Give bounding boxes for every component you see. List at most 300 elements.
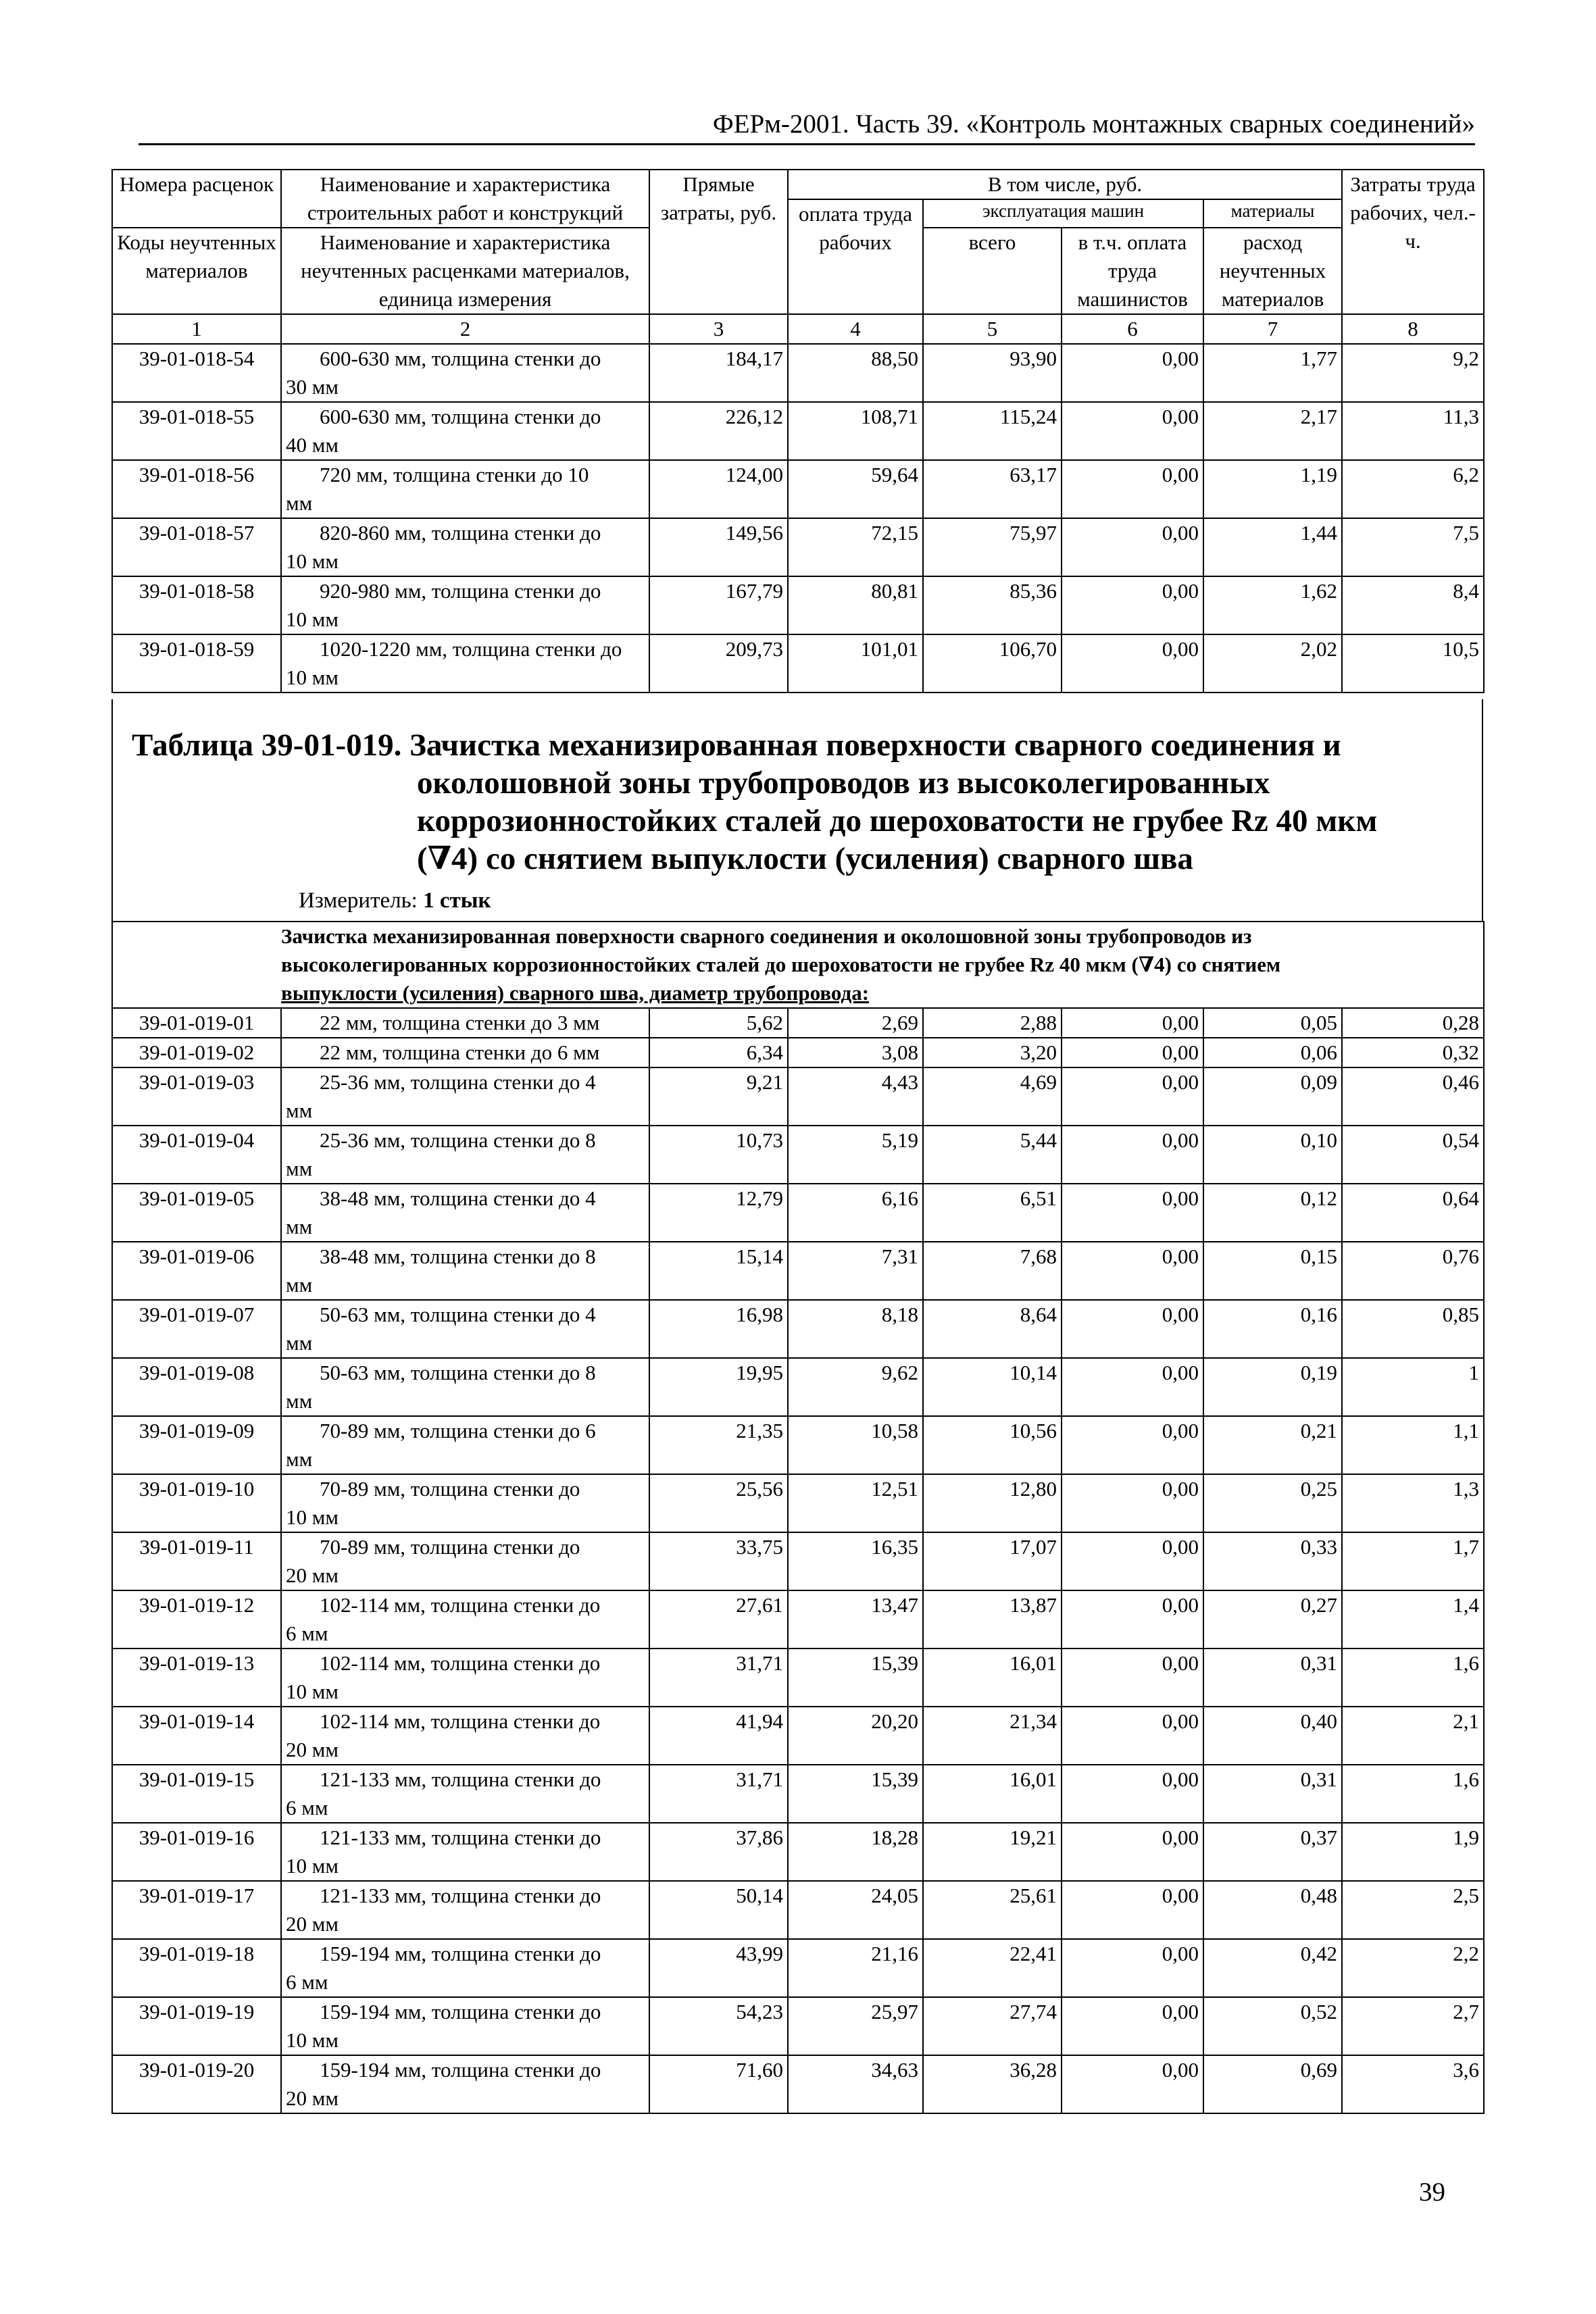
machines-total: 4,69: [923, 1067, 1062, 1126]
operator-pay: 0,00: [1062, 1416, 1203, 1474]
table-row: [112, 1532, 1484, 1590]
machines-total: 115,24: [923, 402, 1062, 460]
operator-pay: 0,00: [1062, 1067, 1203, 1126]
table-018-body: [112, 344, 1484, 693]
direct-costs: 124,00: [649, 460, 788, 518]
worker-pay: 6,16: [788, 1184, 923, 1242]
description-line: 25-36 мм, толщина стенки до 8: [320, 1128, 596, 1152]
description-line: 10 мм: [286, 607, 339, 631]
material-usage: 0,52: [1203, 1997, 1342, 2055]
direct-costs: 12,79: [649, 1184, 788, 1242]
operator-pay: 0,00: [1062, 1358, 1203, 1416]
operator-pay: 0,00: [1062, 1707, 1203, 1765]
machines-total: 13,87: [923, 1590, 1062, 1649]
description-line: 121-133 мм, толщина стенки до: [320, 1767, 601, 1791]
machines-total: 22,41: [923, 1939, 1062, 1997]
table-row: [112, 576, 1484, 634]
group-heading-line: выпуклости (усиления) сварного шва, диаметр трубопровода:: [281, 981, 870, 1005]
labor-hours: 2,7: [1342, 1997, 1484, 2055]
machines-total: 19,21: [923, 1823, 1062, 1881]
measure-unit: [299, 887, 491, 914]
work-description: [281, 634, 649, 693]
column-number: 6: [1062, 314, 1203, 344]
rate-code: 39-01-019-12: [112, 1590, 281, 1649]
worker-pay: 8,18: [788, 1300, 923, 1358]
labor-hours: 6,2: [1342, 460, 1484, 518]
rate-code: 39-01-019-16: [112, 1823, 281, 1881]
operator-pay: 0,00: [1062, 1939, 1203, 1997]
description-line: мм: [286, 1157, 313, 1180]
machines-total: 7,68: [923, 1242, 1062, 1300]
worker-pay: 88,50: [788, 344, 923, 402]
material-usage: 0,25: [1203, 1474, 1342, 1532]
material-usage: 0,37: [1203, 1823, 1342, 1881]
description-line: 102-114 мм, толщина стенки до: [320, 1651, 601, 1675]
labor-hours: 1,3: [1342, 1474, 1484, 1532]
material-usage: 0,16: [1203, 1300, 1342, 1358]
worker-pay: 18,28: [788, 1823, 923, 1881]
worker-pay: 34,63: [788, 2055, 923, 2113]
direct-costs: 31,71: [649, 1765, 788, 1823]
labor-hours: 8,4: [1342, 576, 1484, 634]
material-usage: 1,44: [1203, 518, 1342, 576]
title-line: (∇4) со снятием выпуклости (усиления) сварного шва: [417, 841, 1193, 876]
worker-pay: 16,35: [788, 1532, 923, 1590]
rate-code: 39-01-019-06: [112, 1242, 281, 1300]
header-material-codes: Коды неучтенных материалов: [112, 228, 281, 314]
table-row: [112, 1358, 1484, 1416]
machines-total: 2,88: [923, 1008, 1062, 1038]
rate-code: 39-01-018-54: [112, 344, 281, 402]
rate-code: 39-01-018-55: [112, 402, 281, 460]
header-materials: материалы: [1203, 199, 1342, 228]
description-line: 70-89 мм, толщина стенки до 6: [320, 1419, 596, 1442]
material-usage: 0,05: [1203, 1008, 1342, 1038]
work-description: [281, 1590, 649, 1649]
description-line: 10 мм: [286, 549, 339, 573]
table-row: [112, 1126, 1484, 1184]
description-line: 22 мм, толщина стенки до 6 мм: [320, 1040, 600, 1064]
table-row: [112, 1997, 1484, 2055]
direct-costs: 37,86: [649, 1823, 788, 1881]
operator-pay: 0,00: [1062, 1184, 1203, 1242]
material-usage: 0,10: [1203, 1126, 1342, 1184]
header-machines-total: всего: [923, 228, 1062, 314]
machines-total: 85,36: [923, 576, 1062, 634]
machines-total: 75,97: [923, 518, 1062, 576]
machines-total: 10,56: [923, 1416, 1062, 1474]
work-description: [281, 344, 649, 402]
table-019-title: [132, 726, 1456, 878]
table-row: [112, 1823, 1484, 1881]
work-description: [281, 2055, 649, 2113]
labor-hours: 3,6: [1342, 2055, 1484, 2113]
labor-hours: 2,1: [1342, 1707, 1484, 1765]
description-line: 10 мм: [286, 2028, 339, 2052]
direct-costs: 43,99: [649, 1939, 788, 1997]
table-row: [112, 1881, 1484, 1939]
labor-hours: 1: [1342, 1358, 1484, 1416]
work-description: [281, 1038, 649, 1067]
operator-pay: 0,00: [1062, 1038, 1203, 1067]
operator-pay: 0,00: [1062, 634, 1203, 693]
labor-hours: 0,54: [1342, 1126, 1484, 1184]
table-row: [112, 402, 1484, 460]
rate-code: 39-01-019-19: [112, 1997, 281, 2055]
machines-total: 106,70: [923, 634, 1062, 693]
operator-pay: 0,00: [1062, 1532, 1203, 1590]
description-line: 102-114 мм, толщина стенки до: [320, 1709, 601, 1733]
description-line: 600-630 мм, толщина стенки до: [320, 405, 601, 428]
table-row: [112, 518, 1484, 576]
column-number: 5: [923, 314, 1062, 344]
labor-hours: 0,64: [1342, 1184, 1484, 1242]
material-usage: 1,77: [1203, 344, 1342, 402]
table-row: [112, 1300, 1484, 1358]
rate-code: 39-01-019-09: [112, 1416, 281, 1474]
page-header: ФЕРм-2001. Часть 39. «Контроль монтажных сварных соединений»: [712, 109, 1475, 139]
rate-code: 39-01-019-17: [112, 1881, 281, 1939]
machines-total: 12,80: [923, 1474, 1062, 1532]
description-line: 50-63 мм, толщина стенки до 8: [320, 1361, 596, 1384]
work-description: [281, 1008, 649, 1038]
worker-pay: 10,58: [788, 1416, 923, 1474]
description-line: 600-630 мм, толщина стенки до: [320, 347, 601, 370]
column-number: 4: [788, 314, 923, 344]
material-usage: 0,19: [1203, 1358, 1342, 1416]
measure-value: 1 стык: [423, 888, 491, 913]
work-description: [281, 1881, 649, 1939]
material-usage: 0,69: [1203, 2055, 1342, 2113]
worker-pay: 15,39: [788, 1649, 923, 1707]
description-line: мм: [286, 1273, 313, 1297]
direct-costs: 25,56: [649, 1474, 788, 1532]
rate-code: 39-01-019-15: [112, 1765, 281, 1823]
direct-costs: 16,98: [649, 1300, 788, 1358]
table-row: [112, 1038, 1484, 1067]
description-line: 10 мм: [286, 1680, 339, 1703]
description-line: 159-194 мм, толщина стенки до: [320, 1942, 601, 1965]
description-line: 121-133 мм, толщина стенки до: [320, 1826, 601, 1849]
direct-costs: 167,79: [649, 576, 788, 634]
material-usage: 2,02: [1203, 634, 1342, 693]
rate-code: 39-01-019-05: [112, 1184, 281, 1242]
rate-code: 39-01-019-10: [112, 1474, 281, 1532]
machines-total: 5,44: [923, 1126, 1062, 1184]
rate-code: 39-01-019-13: [112, 1649, 281, 1707]
material-usage: 0,31: [1203, 1649, 1342, 1707]
material-usage: 0,09: [1203, 1067, 1342, 1126]
table-row: [112, 1184, 1484, 1242]
material-usage: 2,17: [1203, 402, 1342, 460]
work-description: [281, 1823, 649, 1881]
machines-total: 6,51: [923, 1184, 1062, 1242]
rate-code: 39-01-019-02: [112, 1038, 281, 1067]
machines-total: 10,14: [923, 1358, 1062, 1416]
worker-pay: 12,51: [788, 1474, 923, 1532]
operator-pay: 0,00: [1062, 576, 1203, 634]
description-line: 10 мм: [286, 665, 339, 689]
description-line: мм: [286, 1331, 313, 1355]
description-line: мм: [286, 1389, 313, 1413]
machines-total: 16,01: [923, 1765, 1062, 1823]
description-line: 70-89 мм, толщина стенки до: [320, 1535, 580, 1559]
description-line: 159-194 мм, толщина стенки до: [320, 2000, 601, 2023]
column-number: 8: [1342, 314, 1484, 344]
group-heading: [281, 922, 1484, 1008]
rate-code: 39-01-019-08: [112, 1358, 281, 1416]
header-material-usage: расход неучтенных материалов: [1203, 228, 1342, 314]
table-39-01-019: [111, 921, 1485, 2114]
description-line: 6 мм: [286, 1796, 328, 1819]
labor-hours: 0,76: [1342, 1242, 1484, 1300]
header-including: В том числе, руб.: [788, 170, 1342, 199]
machines-total: 93,90: [923, 344, 1062, 402]
operator-pay: 0,00: [1062, 1997, 1203, 2055]
labor-hours: 10,5: [1342, 634, 1484, 693]
direct-costs: 149,56: [649, 518, 788, 576]
description-line: 10 мм: [286, 1505, 339, 1529]
work-description: [281, 1707, 649, 1765]
machines-total: 27,74: [923, 1997, 1062, 2055]
description-line: 20 мм: [286, 1563, 339, 1587]
rate-code: 39-01-018-59: [112, 634, 281, 693]
description-line: 820-860 мм, толщина стенки до: [320, 521, 601, 545]
table-row: [112, 1067, 1484, 1126]
table-row: [112, 1416, 1484, 1474]
description-line: 22 мм, толщина стенки до 3 мм: [320, 1011, 600, 1034]
description-line: мм: [286, 1447, 313, 1471]
direct-costs: 21,35: [649, 1416, 788, 1474]
worker-pay: 24,05: [788, 1881, 923, 1939]
material-usage: 1,62: [1203, 576, 1342, 634]
worker-pay: 9,62: [788, 1358, 923, 1416]
group-heading-line: высоколегированных коррозионностойких сталей до шероховатости не грубее Rz 40 мкм (∇4) со снятием: [281, 953, 1281, 976]
rate-code: 39-01-019-18: [112, 1939, 281, 1997]
labor-hours: 1,9: [1342, 1823, 1484, 1881]
description-line: 159-194 мм, толщина стенки до: [320, 2058, 601, 2082]
operator-pay: 0,00: [1062, 1474, 1203, 1532]
rate-code: 39-01-018-56: [112, 460, 281, 518]
machines-total: 16,01: [923, 1649, 1062, 1707]
worker-pay: 5,19: [788, 1126, 923, 1184]
rate-code: 39-01-019-03: [112, 1067, 281, 1126]
table-row: [112, 1765, 1484, 1823]
rate-code: 39-01-019-01: [112, 1008, 281, 1038]
work-description: [281, 1067, 649, 1126]
header-worker-pay: оплата труда рабочих: [788, 199, 923, 314]
labor-hours: 1,6: [1342, 1765, 1484, 1823]
header-direct-costs: Прямые затраты, руб.: [649, 170, 788, 314]
operator-pay: 0,00: [1062, 2055, 1203, 2113]
work-description: [281, 518, 649, 576]
header-rule: [139, 143, 1475, 145]
description-line: 20 мм: [286, 1738, 339, 1761]
rate-code: 39-01-018-58: [112, 576, 281, 634]
direct-costs: 54,23: [649, 1997, 788, 2055]
work-description: [281, 1532, 649, 1590]
rate-code: 39-01-019-07: [112, 1300, 281, 1358]
direct-costs: 27,61: [649, 1590, 788, 1649]
work-description: [281, 1242, 649, 1300]
machines-total: 63,17: [923, 460, 1062, 518]
worker-pay: 20,20: [788, 1707, 923, 1765]
material-usage: 0,27: [1203, 1590, 1342, 1649]
table-row: [112, 460, 1484, 518]
work-description: [281, 1939, 649, 1997]
table-row: [112, 1707, 1484, 1765]
column-number: 3: [649, 314, 788, 344]
labor-hours: 0,46: [1342, 1067, 1484, 1126]
work-description: [281, 1300, 649, 1358]
labor-hours: 0,32: [1342, 1038, 1484, 1067]
worker-pay: 59,64: [788, 460, 923, 518]
header-rate-numbers: Номера расценок: [112, 170, 281, 228]
machines-total: 17,07: [923, 1532, 1062, 1590]
description-line: мм: [286, 1215, 313, 1238]
table-row: [112, 1939, 1484, 1997]
direct-costs: 31,71: [649, 1649, 788, 1707]
worker-pay: 72,15: [788, 518, 923, 576]
header-material-name: Наименование и характеристика неучтенных расценками материалов, единица измерения: [281, 228, 649, 314]
labor-hours: 9,2: [1342, 344, 1484, 402]
worker-pay: 108,71: [788, 402, 923, 460]
worker-pay: 21,16: [788, 1939, 923, 1997]
table-row: [112, 344, 1484, 402]
rate-code: 39-01-019-04: [112, 1126, 281, 1184]
worker-pay: 4,43: [788, 1067, 923, 1126]
direct-costs: 209,73: [649, 634, 788, 693]
material-usage: 0,42: [1203, 1939, 1342, 1997]
operator-pay: 0,00: [1062, 1008, 1203, 1038]
work-description: [281, 1184, 649, 1242]
table-39-01-018: [111, 169, 1485, 693]
description-line: 121-133 мм, толщина стенки до: [320, 1884, 601, 1907]
worker-pay: 25,97: [788, 1997, 923, 2055]
description-line: 30 мм: [286, 375, 339, 399]
material-usage: 0,40: [1203, 1707, 1342, 1765]
machines-total: 8,64: [923, 1300, 1062, 1358]
machines-total: 3,20: [923, 1038, 1062, 1067]
group-spacer: [112, 922, 281, 1008]
labor-hours: 0,28: [1342, 1008, 1484, 1038]
work-description: [281, 1416, 649, 1474]
worker-pay: 3,08: [788, 1038, 923, 1067]
worker-pay: 80,81: [788, 576, 923, 634]
description-line: 6 мм: [286, 1970, 328, 1994]
material-usage: 0,31: [1203, 1765, 1342, 1823]
direct-costs: 6,34: [649, 1038, 788, 1067]
labor-hours: 7,5: [1342, 518, 1484, 576]
work-description: [281, 1765, 649, 1823]
machines-total: 36,28: [923, 2055, 1062, 2113]
direct-costs: 184,17: [649, 344, 788, 402]
description-line: 6 мм: [286, 1621, 328, 1645]
group-heading-line: Зачистка механизированная поверхности сварного соединения и околошовной зоны трубопроводов из: [281, 924, 1252, 948]
rate-code: 39-01-018-57: [112, 518, 281, 576]
description-line: 10 мм: [286, 1854, 339, 1878]
direct-costs: 71,60: [649, 2055, 788, 2113]
worker-pay: 7,31: [788, 1242, 923, 1300]
table-row: [112, 2055, 1484, 2113]
description-line: 720 мм, толщина стенки до 10: [320, 463, 589, 486]
table-019-body: [112, 1008, 1484, 2113]
direct-costs: 50,14: [649, 1881, 788, 1939]
table-row: [112, 1474, 1484, 1532]
worker-pay: 15,39: [788, 1765, 923, 1823]
material-usage: 0,33: [1203, 1532, 1342, 1590]
worker-pay: 101,01: [788, 634, 923, 693]
direct-costs: 10,73: [649, 1126, 788, 1184]
labor-hours: 2,5: [1342, 1881, 1484, 1939]
direct-costs: 41,94: [649, 1707, 788, 1765]
direct-costs: 33,75: [649, 1532, 788, 1590]
rate-code: 39-01-019-14: [112, 1707, 281, 1765]
description-line: 1020-1220 мм, толщина стенки до: [320, 637, 622, 661]
work-description: [281, 1358, 649, 1416]
operator-pay: 0,00: [1062, 460, 1203, 518]
direct-costs: 5,62: [649, 1008, 788, 1038]
operator-pay: 0,00: [1062, 1590, 1203, 1649]
direct-costs: 19,95: [649, 1358, 788, 1416]
description-line: 20 мм: [286, 1912, 339, 1936]
labor-hours: 1,6: [1342, 1649, 1484, 1707]
rate-code: 39-01-019-11: [112, 1532, 281, 1590]
work-description: [281, 460, 649, 518]
direct-costs: 226,12: [649, 402, 788, 460]
work-description: [281, 1649, 649, 1707]
title-line: околошовной зоны трубопроводов из высоколегированных: [417, 765, 1270, 801]
material-usage: 0,12: [1203, 1184, 1342, 1242]
column-number: 7: [1203, 314, 1342, 344]
column-number: 1: [112, 314, 281, 344]
material-usage: 0,15: [1203, 1242, 1342, 1300]
labor-hours: 11,3: [1342, 402, 1484, 460]
work-description: [281, 1474, 649, 1532]
description-line: 20 мм: [286, 2086, 339, 2110]
header-machines: эксплуатация машин: [923, 199, 1203, 228]
work-description: [281, 1997, 649, 2055]
description-line: мм: [286, 1099, 313, 1122]
description-line: 70-89 мм, толщина стенки до: [320, 1477, 580, 1501]
labor-hours: 1,1: [1342, 1416, 1484, 1474]
operator-pay: 0,00: [1062, 1242, 1203, 1300]
rate-code: 39-01-019-20: [112, 2055, 281, 2113]
description-line: 25-36 мм, толщина стенки до 4: [320, 1070, 596, 1094]
labor-hours: 0,85: [1342, 1300, 1484, 1358]
table-row: [112, 1649, 1484, 1707]
table-019-heading-block: [111, 699, 1483, 922]
operator-pay: 0,00: [1062, 1649, 1203, 1707]
table-row: [112, 1590, 1484, 1649]
description-line: 920-980 мм, толщина стенки до: [320, 579, 601, 603]
operator-pay: 0,00: [1062, 344, 1203, 402]
operator-pay: 0,00: [1062, 1126, 1203, 1184]
description-line: 40 мм: [286, 433, 339, 457]
table-row: [112, 1008, 1484, 1038]
operator-pay: 0,00: [1062, 1881, 1203, 1939]
header-labor-hours: Затраты труда рабочих, чел.-ч.: [1342, 170, 1484, 314]
description-line: 102-114 мм, толщина стенки до: [320, 1593, 601, 1617]
description-line: 38-48 мм, толщина стенки до 8: [320, 1244, 596, 1268]
operator-pay: 0,00: [1062, 1300, 1203, 1358]
header-operator-pay: в т.ч. оплата труда машинистов: [1062, 228, 1203, 314]
material-usage: 0,48: [1203, 1881, 1342, 1939]
table-row: [112, 1242, 1484, 1300]
material-usage: 1,19: [1203, 460, 1342, 518]
material-usage: 0,06: [1203, 1038, 1342, 1067]
description-line: 50-63 мм, толщина стенки до 4: [320, 1303, 596, 1326]
